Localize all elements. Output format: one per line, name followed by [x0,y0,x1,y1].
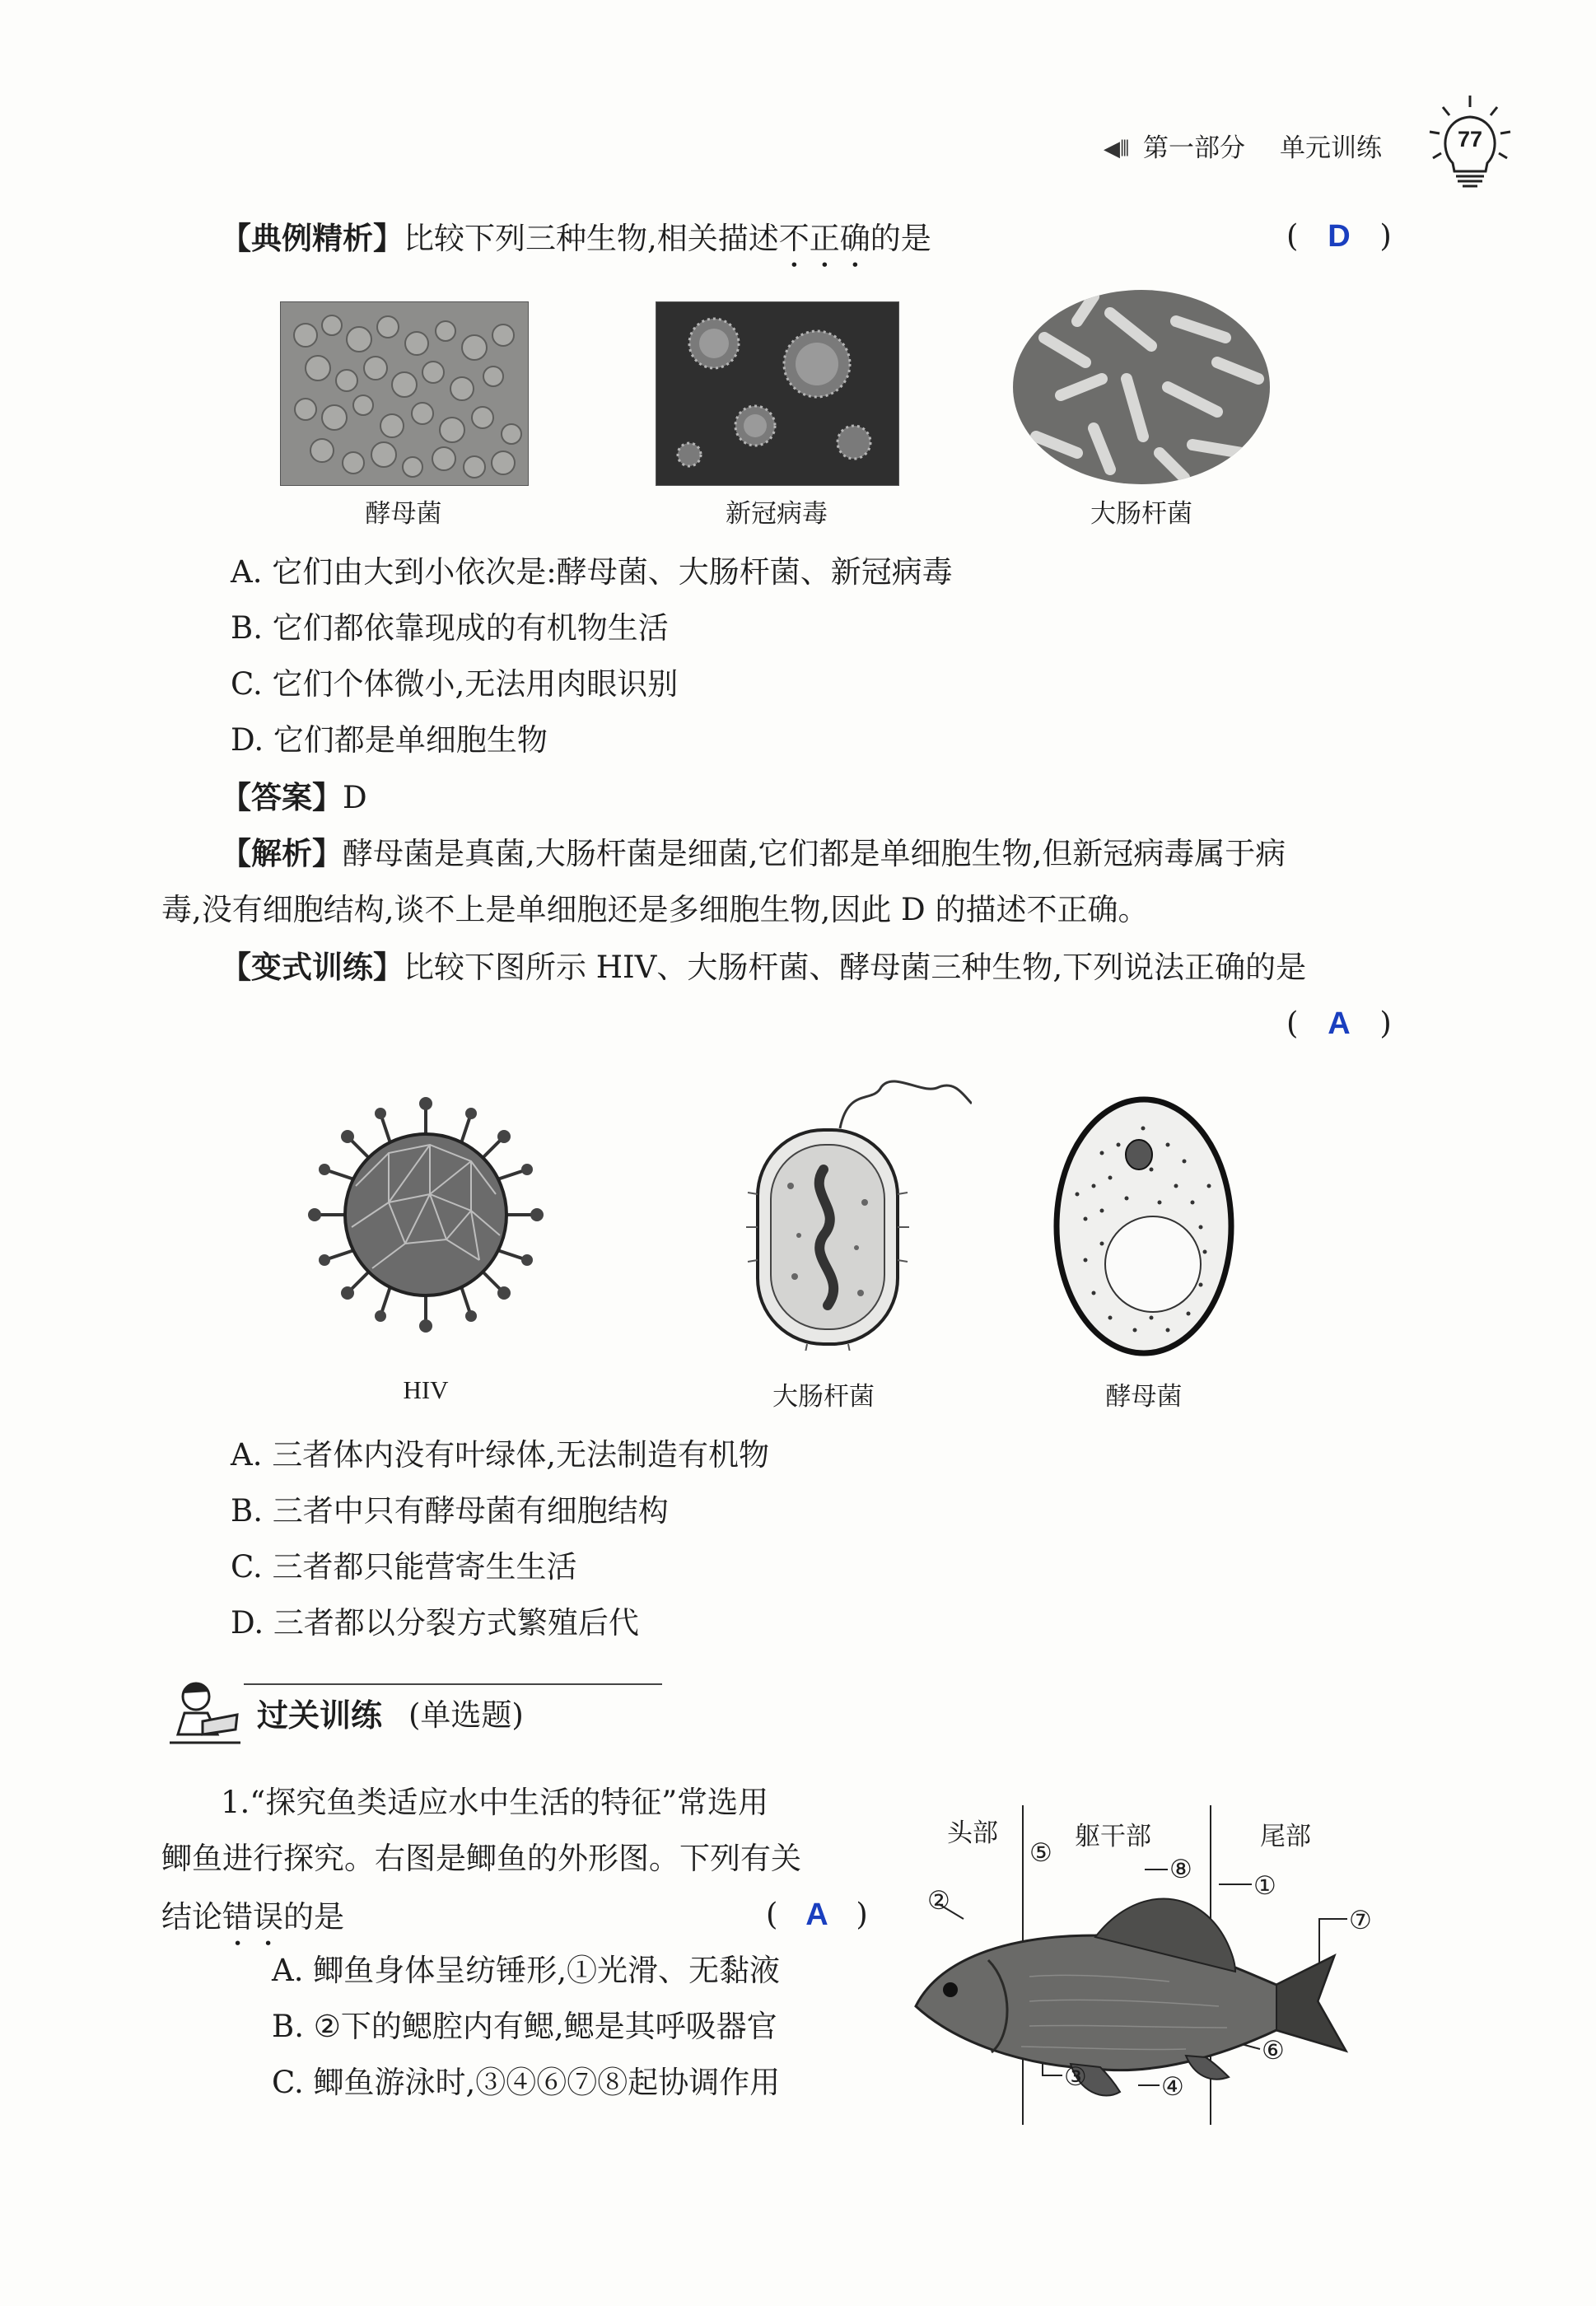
pass-training-subtitle: (单选题) [408,1697,524,1733]
kid-reading-icon [166,1677,242,1746]
q1-answer: A [805,1898,828,1932]
variant-question [221,952,1306,983]
variant-option-c: C. 三者都只能营寄生生活 [231,1549,577,1585]
example-option-a: A. 它们由大到小依次是:酵母菌、大肠杆菌、新冠病毒 [231,554,953,590]
example-answer-line [221,782,367,813]
yeast-micrograph [280,301,529,486]
answer-label: 【答案】 [221,780,343,815]
label-n7: ⑦ [1349,1906,1372,1935]
crucian-carp-diagram [906,1795,1400,2125]
heading-rule [244,1683,662,1685]
ecoli-illustration [725,1071,972,1351]
q1-line3: 结论错误的是 [161,1899,344,1935]
example-question-em: 不正确 [778,221,870,256]
caption-yeast-2: 酵母菌 [1105,1382,1183,1412]
variant-question-text: 比较下图所示 HIV、大肠杆菌、酵母菌三种生物,下列说法正确的是 [404,950,1307,985]
example-question-pre: 比较下列三种生物,相关描述 [404,221,779,256]
example-question [221,221,931,274]
label-n2: ② [927,1886,950,1916]
example-option-d: D. 它们都是单细胞生物 [231,722,548,758]
q1-line1: 1.“探究鱼类适应水中生活的特征”常选用 [221,1785,769,1820]
example-option-c: C. 它们个体微小,无法用肉眼识别 [231,666,679,702]
q1-option-a: A. 鲫鱼身体呈纺锤形,①光滑、无黏液 [272,1953,781,1988]
label-n3: ③ [1064,2062,1087,2092]
answer-value: D [343,780,367,815]
label-n5: ⑤ [1029,1838,1052,1868]
lightbulb-icon [1425,92,1515,189]
label-trunk: 躯干部 [1075,1822,1151,1851]
example-option-b: B. 它们都依靠现成的有机物生活 [231,610,669,646]
caption-ecoli-2: 大肠杆菌 [772,1382,875,1412]
example-analysis-line1 [221,838,1286,869]
page-number: 77 [1457,127,1483,152]
back-arrow-icon: ◀⦀ [1104,137,1130,161]
analysis-text-1: 酵母菌是真菌,大肠杆菌是细菌,它们都是单细胞生物,但新冠病毒属于病 [343,836,1286,871]
example-analysis-line2: 毒,没有细胞结构,谈不上是单细胞还是多细胞生物,因此 D 的描述不正确。 [161,892,1149,927]
header-section: 第一部分 [1143,133,1245,162]
label-n6: ⑥ [1262,2036,1285,2066]
variant-answer-bracket: ( A ) [1286,1006,1392,1041]
example-answer-bracket: ( D ) [1286,218,1392,254]
pass-training-title: 过关训练 [257,1697,383,1734]
page-header [1104,132,1596,198]
caption-yeast: 酵母菌 [365,499,442,529]
label-head: 头部 [947,1818,998,1848]
hiv-illustration [306,1095,545,1334]
label-n1: ① [1253,1871,1276,1901]
variant-option-d: D. 三者都以分裂方式繁殖后代 [231,1605,639,1641]
example-question-post: 的是 [870,221,931,256]
caption-hiv: HIV [403,1375,449,1404]
label-n4: ④ [1161,2072,1184,2102]
caption-ecoli: 大肠杆菌 [1090,499,1192,529]
pass-training-heading [161,1677,672,1746]
q1-line2: 鲫鱼进行探究。右图是鲫鱼的外形图。下列有关 [161,1841,801,1876]
variant-option-a: A. 三者体内没有叶绿体,无法制造有机物 [231,1437,770,1473]
coronavirus-micrograph [656,301,899,486]
ecoli-micrograph [1011,288,1272,486]
q1-option-c: C. 鲫鱼游泳时,③④⑥⑦⑧起协调作用 [272,2065,781,2100]
label-n8: ⑧ [1169,1855,1192,1884]
yeast-illustration [1052,1095,1235,1357]
header-unit: 单元训练 [1280,133,1382,162]
example-answer: D [1328,219,1351,254]
label-tail: 尾部 [1260,1822,1311,1851]
analysis-label: 【解析】 [221,836,343,871]
q1-line3-em: 错误 [222,1899,283,1935]
q1-option-b: B. ②下的鳃腔内有鳃,鳃是其呼吸器官 [272,2009,777,2044]
variant-answer: A [1328,1006,1351,1041]
caption-coronavirus: 新冠病毒 [726,499,828,529]
variant-tag: 【变式训练】 [221,950,404,985]
q1-answer-bracket: ( A ) [766,1897,868,1932]
variant-option-b: B. 三者中只有酵母菌有细胞结构 [231,1493,669,1529]
example-tag: 【典例精析】 [221,221,404,256]
